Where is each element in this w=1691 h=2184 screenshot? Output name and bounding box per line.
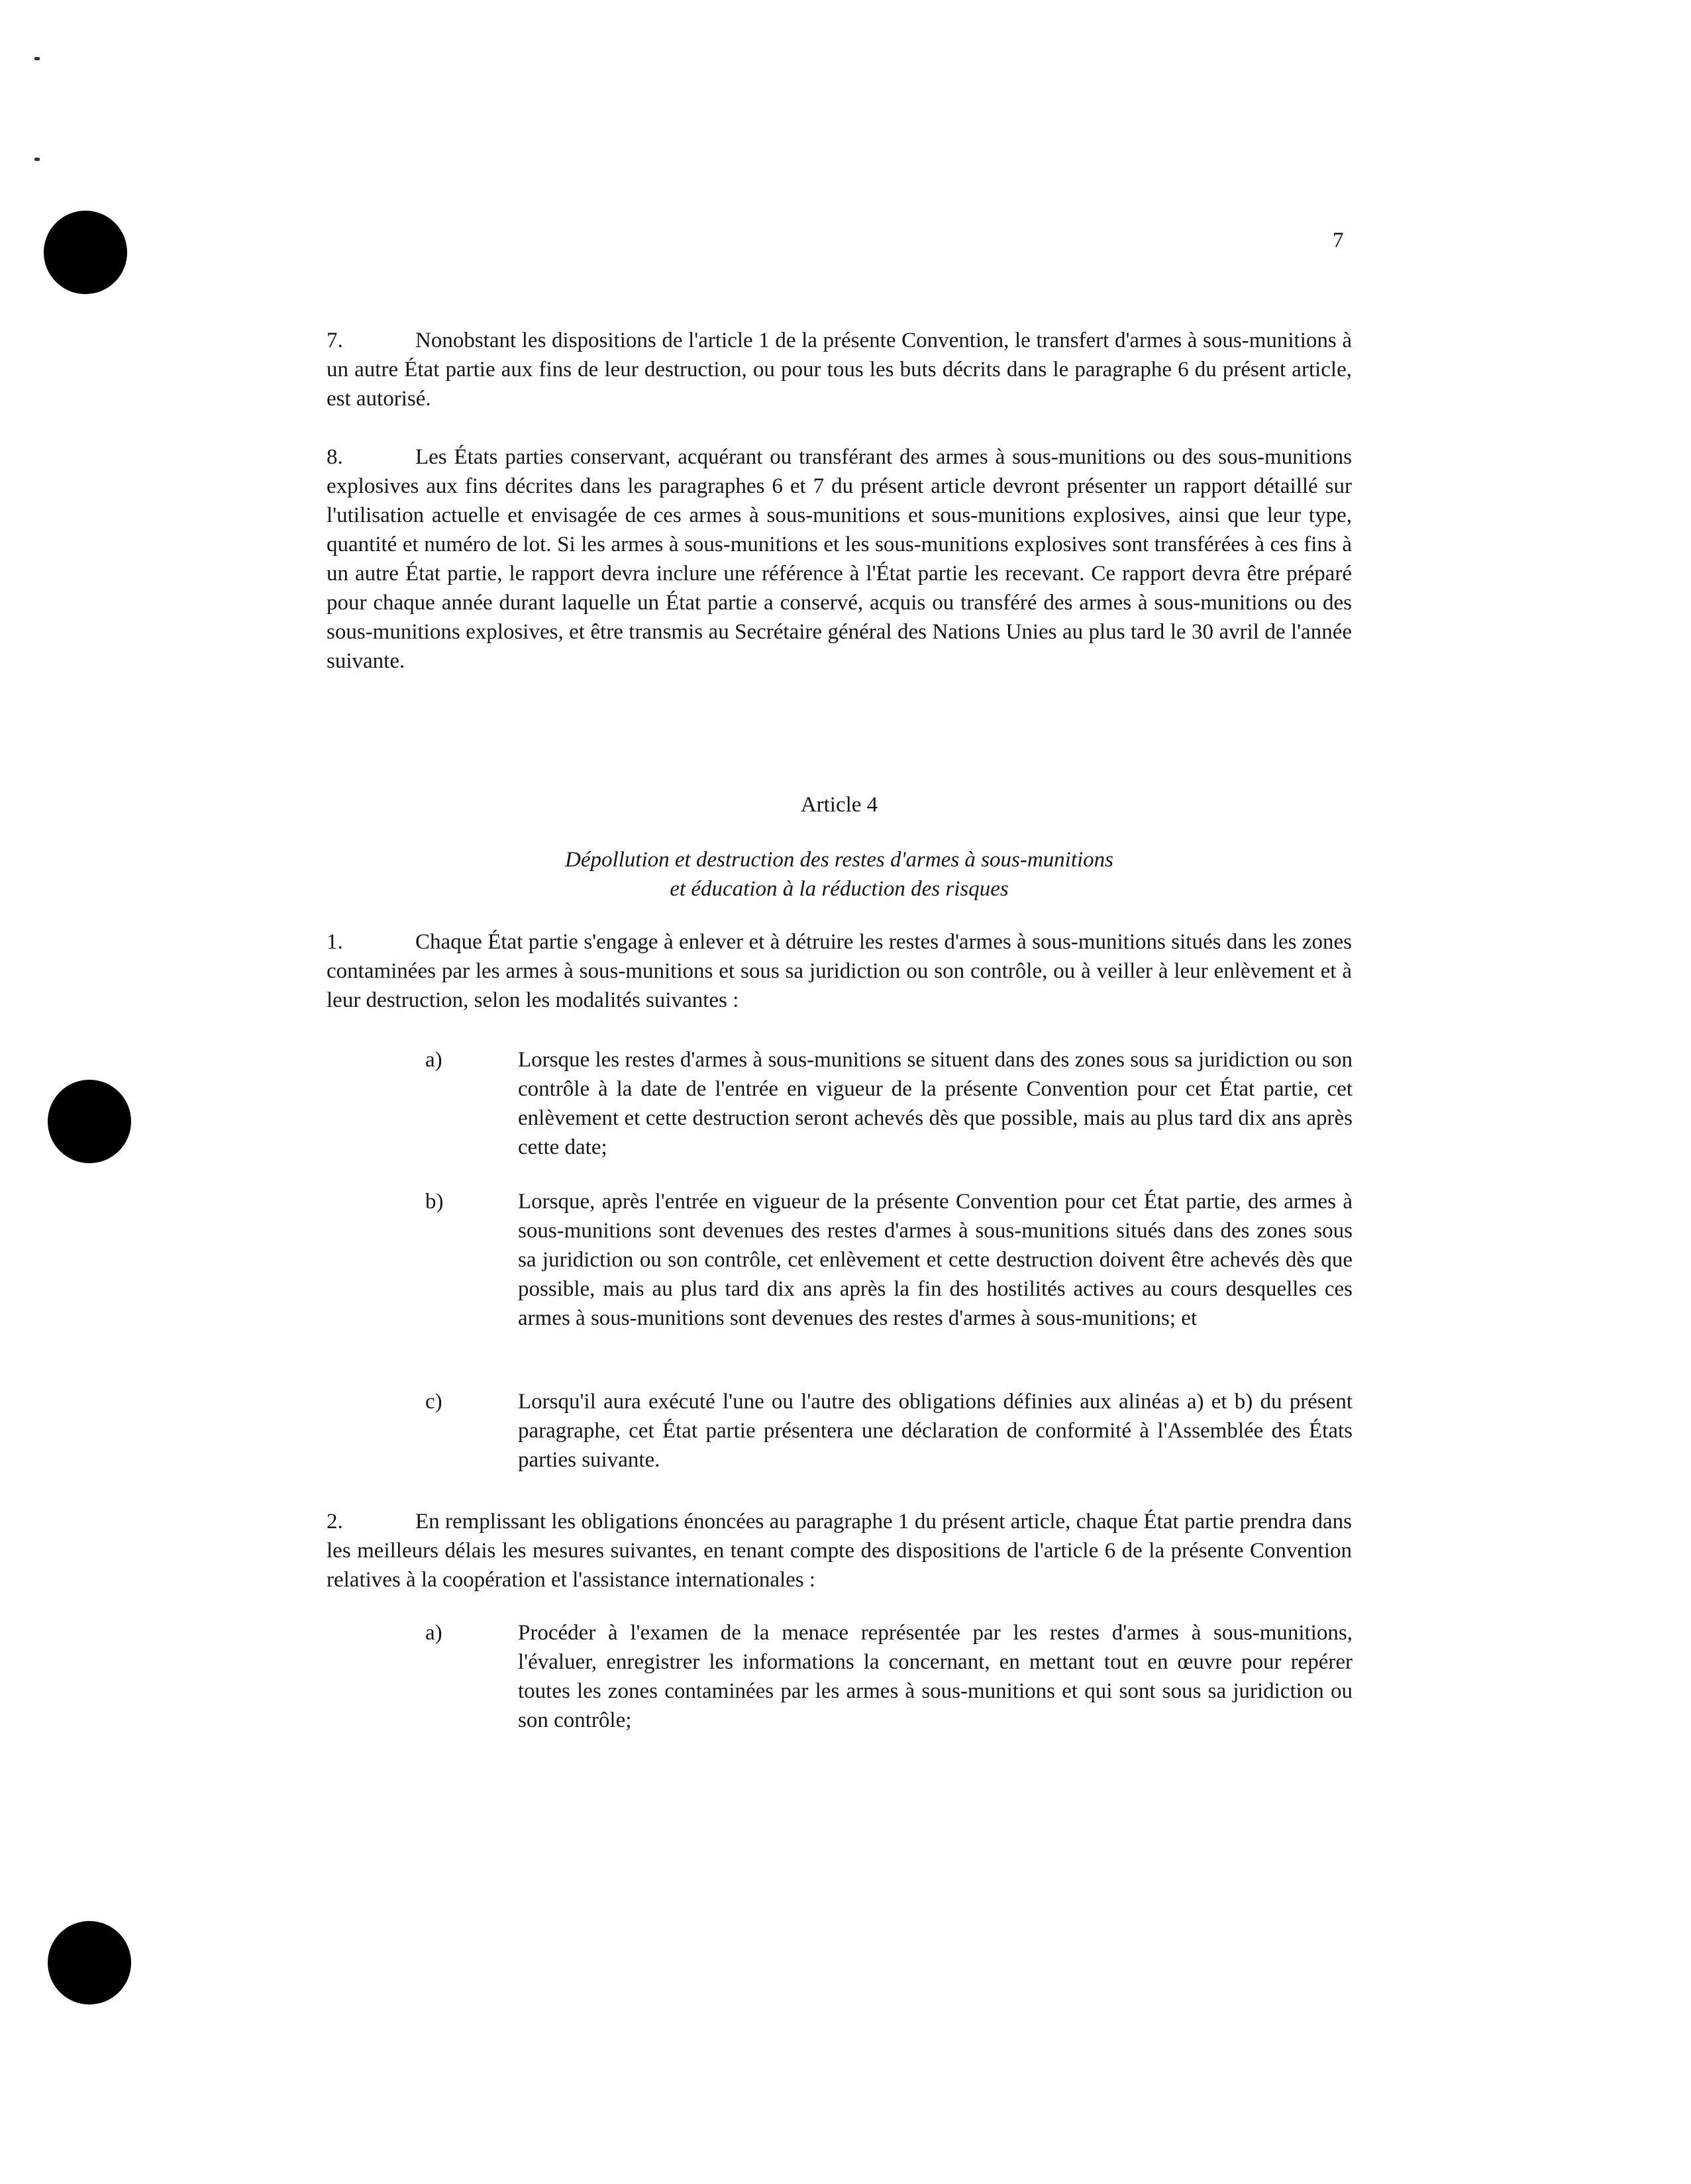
article-subtitle-line-2: et éducation à la réduction des risques [670, 877, 1009, 901]
paragraph-number: 2. [327, 1510, 343, 1534]
paragraph-text: Nonobstant les dispositions de l'article 1 de la présente Convention, le transfert d'armes à sous-munitions à un autre État partie aux fins de leur destruction, ou pour tous les buts décrits dans le paragraphe 6 du présent article, est autorisé. [327, 329, 1352, 411]
sub-item-label: b) [425, 1190, 444, 1214]
article-subtitle-line-1: Dépollution et destruction des restes d'armes à sous-munitions [564, 848, 1114, 872]
sub-item-text: Lorsque, après l'entrée en vigueur de la présente Convention pour cet État partie, des armes à sous-munitions sont devenues des restes d'armes à sous-munitions situés dans des zones sous sa juridiction ou son contrôle, cet enlèvement et cette destruction doivent être achevés dès que possible, mais au plus tard dix ans après la fin des hostilités actives au cours desquelles ces armes à sous-munitions sont devenues des restes d'armes à sous-munitions; et [518, 1190, 1353, 1330]
sub-item-b [425, 1187, 1353, 1333]
paragraph-text: En remplissant les obligations énoncées au paragraphe 1 du présent article, chaque État partie prendra dans les meilleurs délais les mesures suivantes, en tenant compte des dispositions de l'article 6 de la présente Convention relatives à la coopération et l'assistance internationales : [327, 1510, 1352, 1592]
article-paragraph-1 [327, 927, 1352, 1015]
punch-hole-middle [48, 1080, 131, 1163]
sub-item-label: a) [425, 1621, 442, 1645]
paragraph-number: 1. [327, 930, 343, 954]
scan-speck [34, 158, 40, 161]
sub-item-label: c) [425, 1390, 442, 1414]
paragraph-text: Chaque État partie s'engage à enlever et à détruire les restes d'armes à sous-munitions situés dans les zones contaminées par les armes à sous-munitions et sous sa juridiction ou son contrôle, ou à veiller à leur enlèvement et à leur destruction, selon les modalités suivantes : [327, 930, 1352, 1012]
sub-item-a [425, 1045, 1353, 1162]
paragraph-8 [327, 442, 1352, 676]
paragraph-number: 7. [327, 329, 343, 352]
article-paragraph-2 [327, 1507, 1352, 1594]
sub-item-text: Lorsqu'il aura exécuté l'une ou l'autre des obligations définies aux alinéas a) et b) du présent paragraphe, cet État partie présentera une déclaration de conformité à l'Assemblée des États parties suivante. [518, 1390, 1353, 1472]
sub-item-label: a) [425, 1048, 442, 1072]
sub-item-c [425, 1387, 1353, 1475]
article-heading: Article 4 [800, 793, 878, 817]
sub-item-text: Lorsque les restes d'armes à sous-munitions se situent dans des zones sous sa juridiction ou son contrôle à la date de l'entrée en vigueur de la présente Convention pour cet État partie, cet enlèvement et cette destruction seront achevés dès que possible, mais au plus tard dix ans après cette date; [518, 1048, 1353, 1159]
sub-item-text: Procéder à l'examen de la menace représentée par les restes d'armes à sous-munitions, l'évaluer, enregistrer les informations la concernant, en mettant tout en œuvre pour repérer toutes les zones contaminées par les armes à sous-munitions et qui sont sous sa juridiction ou son contrôle; [518, 1621, 1353, 1732]
paragraph-7 [327, 326, 1352, 413]
page-number: 7 [1333, 229, 1344, 252]
punch-hole-top [44, 211, 127, 294]
paragraph-number: 8. [327, 445, 343, 469]
paragraph-text: Les États parties conservant, acquérant ou transférant des armes à sous-munitions ou des sous-munitions explosives aux fins décrites dans les paragraphes 6 et 7 du présent article devront présenter un rapport détaillé sur l'utilisation actuelle et envisagée de ces armes à sous-munitions et sous-munitions explosives, ainsi que leur type, quantité et numéro de lot. Si les armes à sous-munitions et les sous-munitions explosives sont transférées à ces fins à un autre État partie, le rapport devra inclure une référence à l'État partie les recevant. Ce rapport devra être préparé pour chaque année durant laquelle un État partie a conservé, acquis ou transféré des armes à sous-munitions ou des sous-munitions explosives, et être transmis au Secrétaire général des Nations Unies au plus tard le 30 avril de l'année suivante. [327, 445, 1352, 673]
punch-hole-bottom [48, 1921, 131, 2004]
scan-speck [34, 57, 40, 60]
sub-item-2a [425, 1618, 1353, 1735]
